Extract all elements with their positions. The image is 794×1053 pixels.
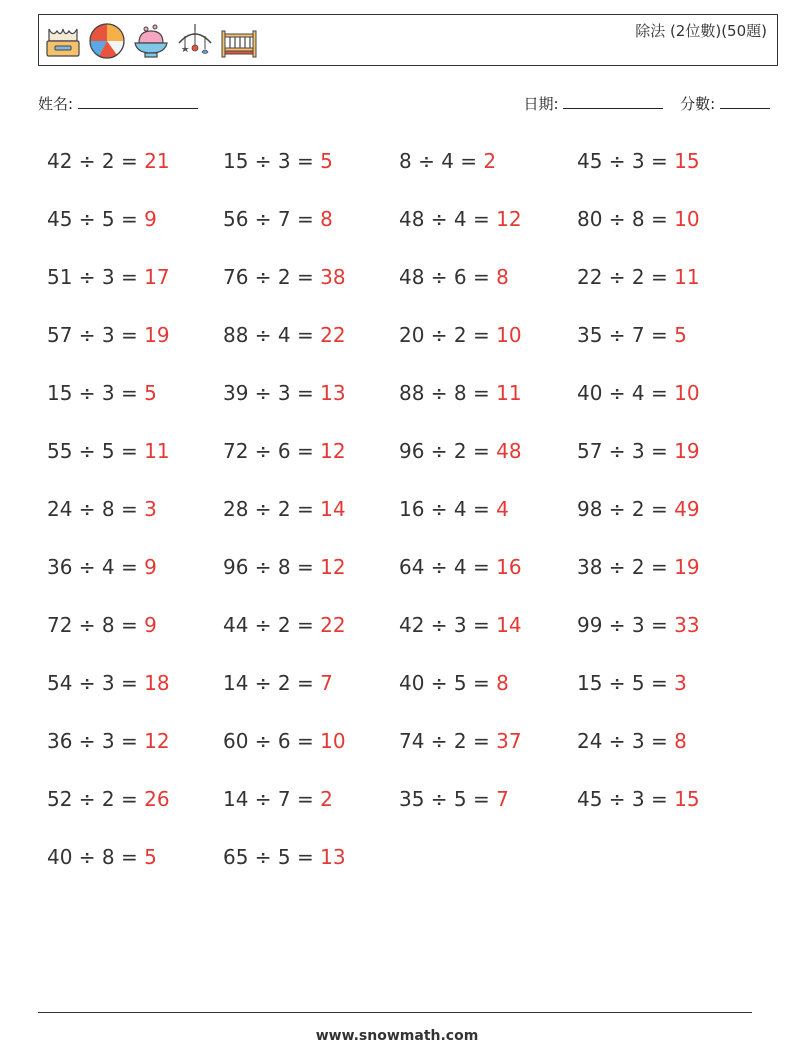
problem-item [47, 320, 223, 378]
problem-question: 56 ÷ 7 = [223, 207, 321, 231]
problem-answer: 19 [674, 439, 700, 463]
problem-question: 45 ÷ 5 = [47, 207, 145, 231]
problem-answer: 2 [483, 149, 497, 173]
problem-item [399, 668, 577, 726]
problem-answer: 19 [144, 323, 170, 347]
problem-question: 48 ÷ 4 = [399, 207, 497, 231]
problem-item [223, 262, 399, 320]
problem-answer: 3 [674, 671, 687, 695]
problem-answer: 14 [496, 613, 522, 637]
problem-answer: 10 [674, 207, 700, 231]
problem-answer: 12 [320, 555, 346, 579]
problem-item [47, 552, 223, 610]
problem-question: 88 ÷ 4 = [223, 323, 321, 347]
problem-item [577, 784, 767, 842]
problem-question: 44 ÷ 2 = [223, 613, 321, 637]
problem-item [47, 668, 223, 726]
date-score-fields [524, 93, 770, 114]
problem-item [577, 494, 767, 552]
problem-answer: 15 [674, 149, 700, 173]
problem-answer: 2 [320, 787, 333, 811]
footer-url: www.snowmath.com [315, 1028, 479, 1044]
problem-item [223, 610, 399, 668]
problem-item [47, 378, 223, 436]
problem-answer: 10 [320, 729, 346, 753]
tissue-box-icon [43, 21, 83, 61]
problem-item [399, 204, 577, 262]
problem-answer: 11 [144, 439, 170, 463]
problem-answer: 49 [674, 497, 700, 521]
problem-item [399, 436, 577, 494]
problem-question: 98 ÷ 2 = [577, 497, 675, 521]
problem-item [223, 668, 399, 726]
problem-question: 88 ÷ 8 = [399, 381, 497, 405]
problem-question: 72 ÷ 6 = [223, 439, 321, 463]
problem-question: 40 ÷ 4 = [577, 381, 675, 405]
problem-item [47, 204, 223, 262]
problem-answer: 7 [320, 671, 333, 695]
problem-answer: 9 [144, 207, 157, 231]
problem-question: 15 ÷ 5 = [577, 671, 675, 695]
problem-answer: 5 [144, 381, 157, 405]
problem-question: 36 ÷ 3 = [47, 729, 145, 753]
problem-item [399, 494, 577, 552]
problem-question: 38 ÷ 2 = [577, 555, 675, 579]
problem-item [577, 146, 767, 204]
problem-item [223, 552, 399, 610]
problem-question: 80 ÷ 8 = [577, 207, 675, 231]
problem-question: 35 ÷ 5 = [399, 787, 497, 811]
problem-answer: 12 [320, 439, 346, 463]
problem-answer: 48 [496, 439, 522, 463]
problem-item [399, 378, 577, 436]
problem-item [223, 320, 399, 378]
name-field [38, 93, 198, 114]
date-blank[interactable] [563, 94, 663, 109]
problem-question: 42 ÷ 3 = [399, 613, 497, 637]
problem-answer: 12 [144, 729, 170, 753]
problem-item [399, 610, 577, 668]
date-label: 日期: [523, 95, 559, 113]
problem-question: 65 ÷ 5 = [223, 845, 321, 869]
problem-question: 8 ÷ 4 = [399, 149, 484, 173]
problem-item [577, 378, 767, 436]
problem-question: 14 ÷ 2 = [223, 671, 321, 695]
problem-item [47, 494, 223, 552]
worksheet-header [38, 14, 778, 66]
problem-item [223, 204, 399, 262]
problem-question: 60 ÷ 6 = [223, 729, 321, 753]
name-label: 姓名: [38, 95, 74, 113]
problem-question: 72 ÷ 8 = [47, 613, 145, 637]
problem-question: 15 ÷ 3 = [223, 149, 321, 173]
problem-answer: 11 [496, 381, 522, 405]
problem-answer: 8 [674, 729, 687, 753]
problem-answer: 17 [144, 265, 170, 289]
problem-question: 39 ÷ 3 = [223, 381, 321, 405]
problem-item [47, 726, 223, 784]
problem-item [223, 842, 399, 900]
problem-item [47, 146, 223, 204]
problem-item [399, 146, 577, 204]
problem-answer: 8 [320, 207, 333, 231]
problem-answer: 13 [320, 381, 346, 405]
problem-question: 35 ÷ 7 = [577, 323, 675, 347]
problem-answer: 5 [320, 149, 333, 173]
problem-answer: 21 [144, 149, 170, 173]
problem-question: 51 ÷ 3 = [47, 265, 145, 289]
problem-question: 14 ÷ 7 = [223, 787, 321, 811]
problem-grid [47, 146, 767, 900]
problem-question: 57 ÷ 3 = [577, 439, 675, 463]
problem-answer: 19 [674, 555, 700, 579]
problem-answer: 18 [144, 671, 170, 695]
footer-divider [38, 1012, 752, 1013]
shaved-ice-icon [131, 21, 171, 61]
problem-item [577, 552, 767, 610]
problem-question: 40 ÷ 8 = [47, 845, 145, 869]
problem-answer: 5 [144, 845, 157, 869]
problem-item [399, 726, 577, 784]
problem-question: 54 ÷ 3 = [47, 671, 145, 695]
problem-answer: 9 [144, 613, 157, 637]
problem-item [399, 320, 577, 378]
problem-question: 36 ÷ 4 = [47, 555, 145, 579]
problem-answer: 9 [144, 555, 157, 579]
problem-answer: 37 [496, 729, 522, 753]
problem-answer: 4 [496, 497, 509, 521]
problem-item [47, 610, 223, 668]
problem-question: 45 ÷ 3 = [577, 787, 675, 811]
score-blank[interactable] [720, 94, 770, 109]
problem-question: 45 ÷ 3 = [577, 149, 675, 173]
problem-answer: 26 [144, 787, 170, 811]
problem-item [577, 726, 767, 784]
problem-answer: 33 [674, 613, 700, 637]
problem-question: 20 ÷ 2 = [399, 323, 497, 347]
problem-question: 76 ÷ 2 = [223, 265, 321, 289]
problem-answer: 16 [496, 555, 522, 579]
problem-question: 99 ÷ 3 = [577, 613, 675, 637]
problem-question: 64 ÷ 4 = [399, 555, 497, 579]
problem-item [399, 784, 577, 842]
problem-question: 96 ÷ 8 = [223, 555, 321, 579]
problem-item [577, 436, 767, 494]
problem-item [223, 784, 399, 842]
baby-mobile-icon [175, 21, 215, 61]
problem-item [47, 262, 223, 320]
worksheet-title: 除法 (2位數)(50題) [635, 22, 767, 40]
problem-question: 42 ÷ 2 = [47, 149, 145, 173]
problem-question: 52 ÷ 2 = [47, 787, 145, 811]
problem-answer: 38 [320, 265, 346, 289]
problem-answer: 22 [320, 613, 346, 637]
problem-question: 55 ÷ 5 = [47, 439, 145, 463]
problem-answer: 10 [674, 381, 700, 405]
problem-question: 24 ÷ 8 = [47, 497, 145, 521]
problem-answer: 11 [674, 265, 700, 289]
problem-item [47, 784, 223, 842]
problem-question: 96 ÷ 2 = [399, 439, 497, 463]
problem-item [577, 668, 767, 726]
baby-crib-icon [219, 21, 259, 61]
problem-question: 40 ÷ 5 = [399, 671, 497, 695]
problem-item [577, 204, 767, 262]
problem-question: 48 ÷ 6 = [399, 265, 497, 289]
problem-question: 28 ÷ 2 = [223, 497, 321, 521]
problem-question: 57 ÷ 3 = [47, 323, 145, 347]
problem-item [223, 726, 399, 784]
problem-item [223, 146, 399, 204]
name-blank[interactable] [78, 94, 198, 109]
problem-item [577, 262, 767, 320]
problem-item [399, 552, 577, 610]
problem-question: 15 ÷ 3 = [47, 381, 145, 405]
problem-item [399, 262, 577, 320]
decorative-icons [43, 21, 259, 61]
problem-question: 16 ÷ 4 = [399, 497, 497, 521]
problem-item [223, 378, 399, 436]
problem-answer: 7 [496, 787, 509, 811]
problem-answer: 13 [320, 845, 346, 869]
problem-answer: 5 [674, 323, 687, 347]
problem-item [223, 436, 399, 494]
problem-answer: 8 [496, 265, 509, 289]
problem-answer: 3 [144, 497, 157, 521]
problem-answer: 14 [320, 497, 346, 521]
problem-question: 74 ÷ 2 = [399, 729, 497, 753]
student-info-row [38, 93, 770, 117]
problem-item [577, 610, 767, 668]
score-label: 分數: [680, 95, 716, 113]
problem-question: 24 ÷ 3 = [577, 729, 675, 753]
problem-item [577, 320, 767, 378]
problem-answer: 15 [674, 787, 700, 811]
problem-answer: 12 [496, 207, 522, 231]
problem-item [47, 436, 223, 494]
problem-item [47, 842, 223, 900]
problem-answer: 8 [496, 671, 509, 695]
problem-answer: 10 [496, 323, 522, 347]
problem-item [223, 494, 399, 552]
problem-answer: 22 [320, 323, 346, 347]
problem-question: 22 ÷ 2 = [577, 265, 675, 289]
beach-ball-icon [87, 21, 127, 61]
